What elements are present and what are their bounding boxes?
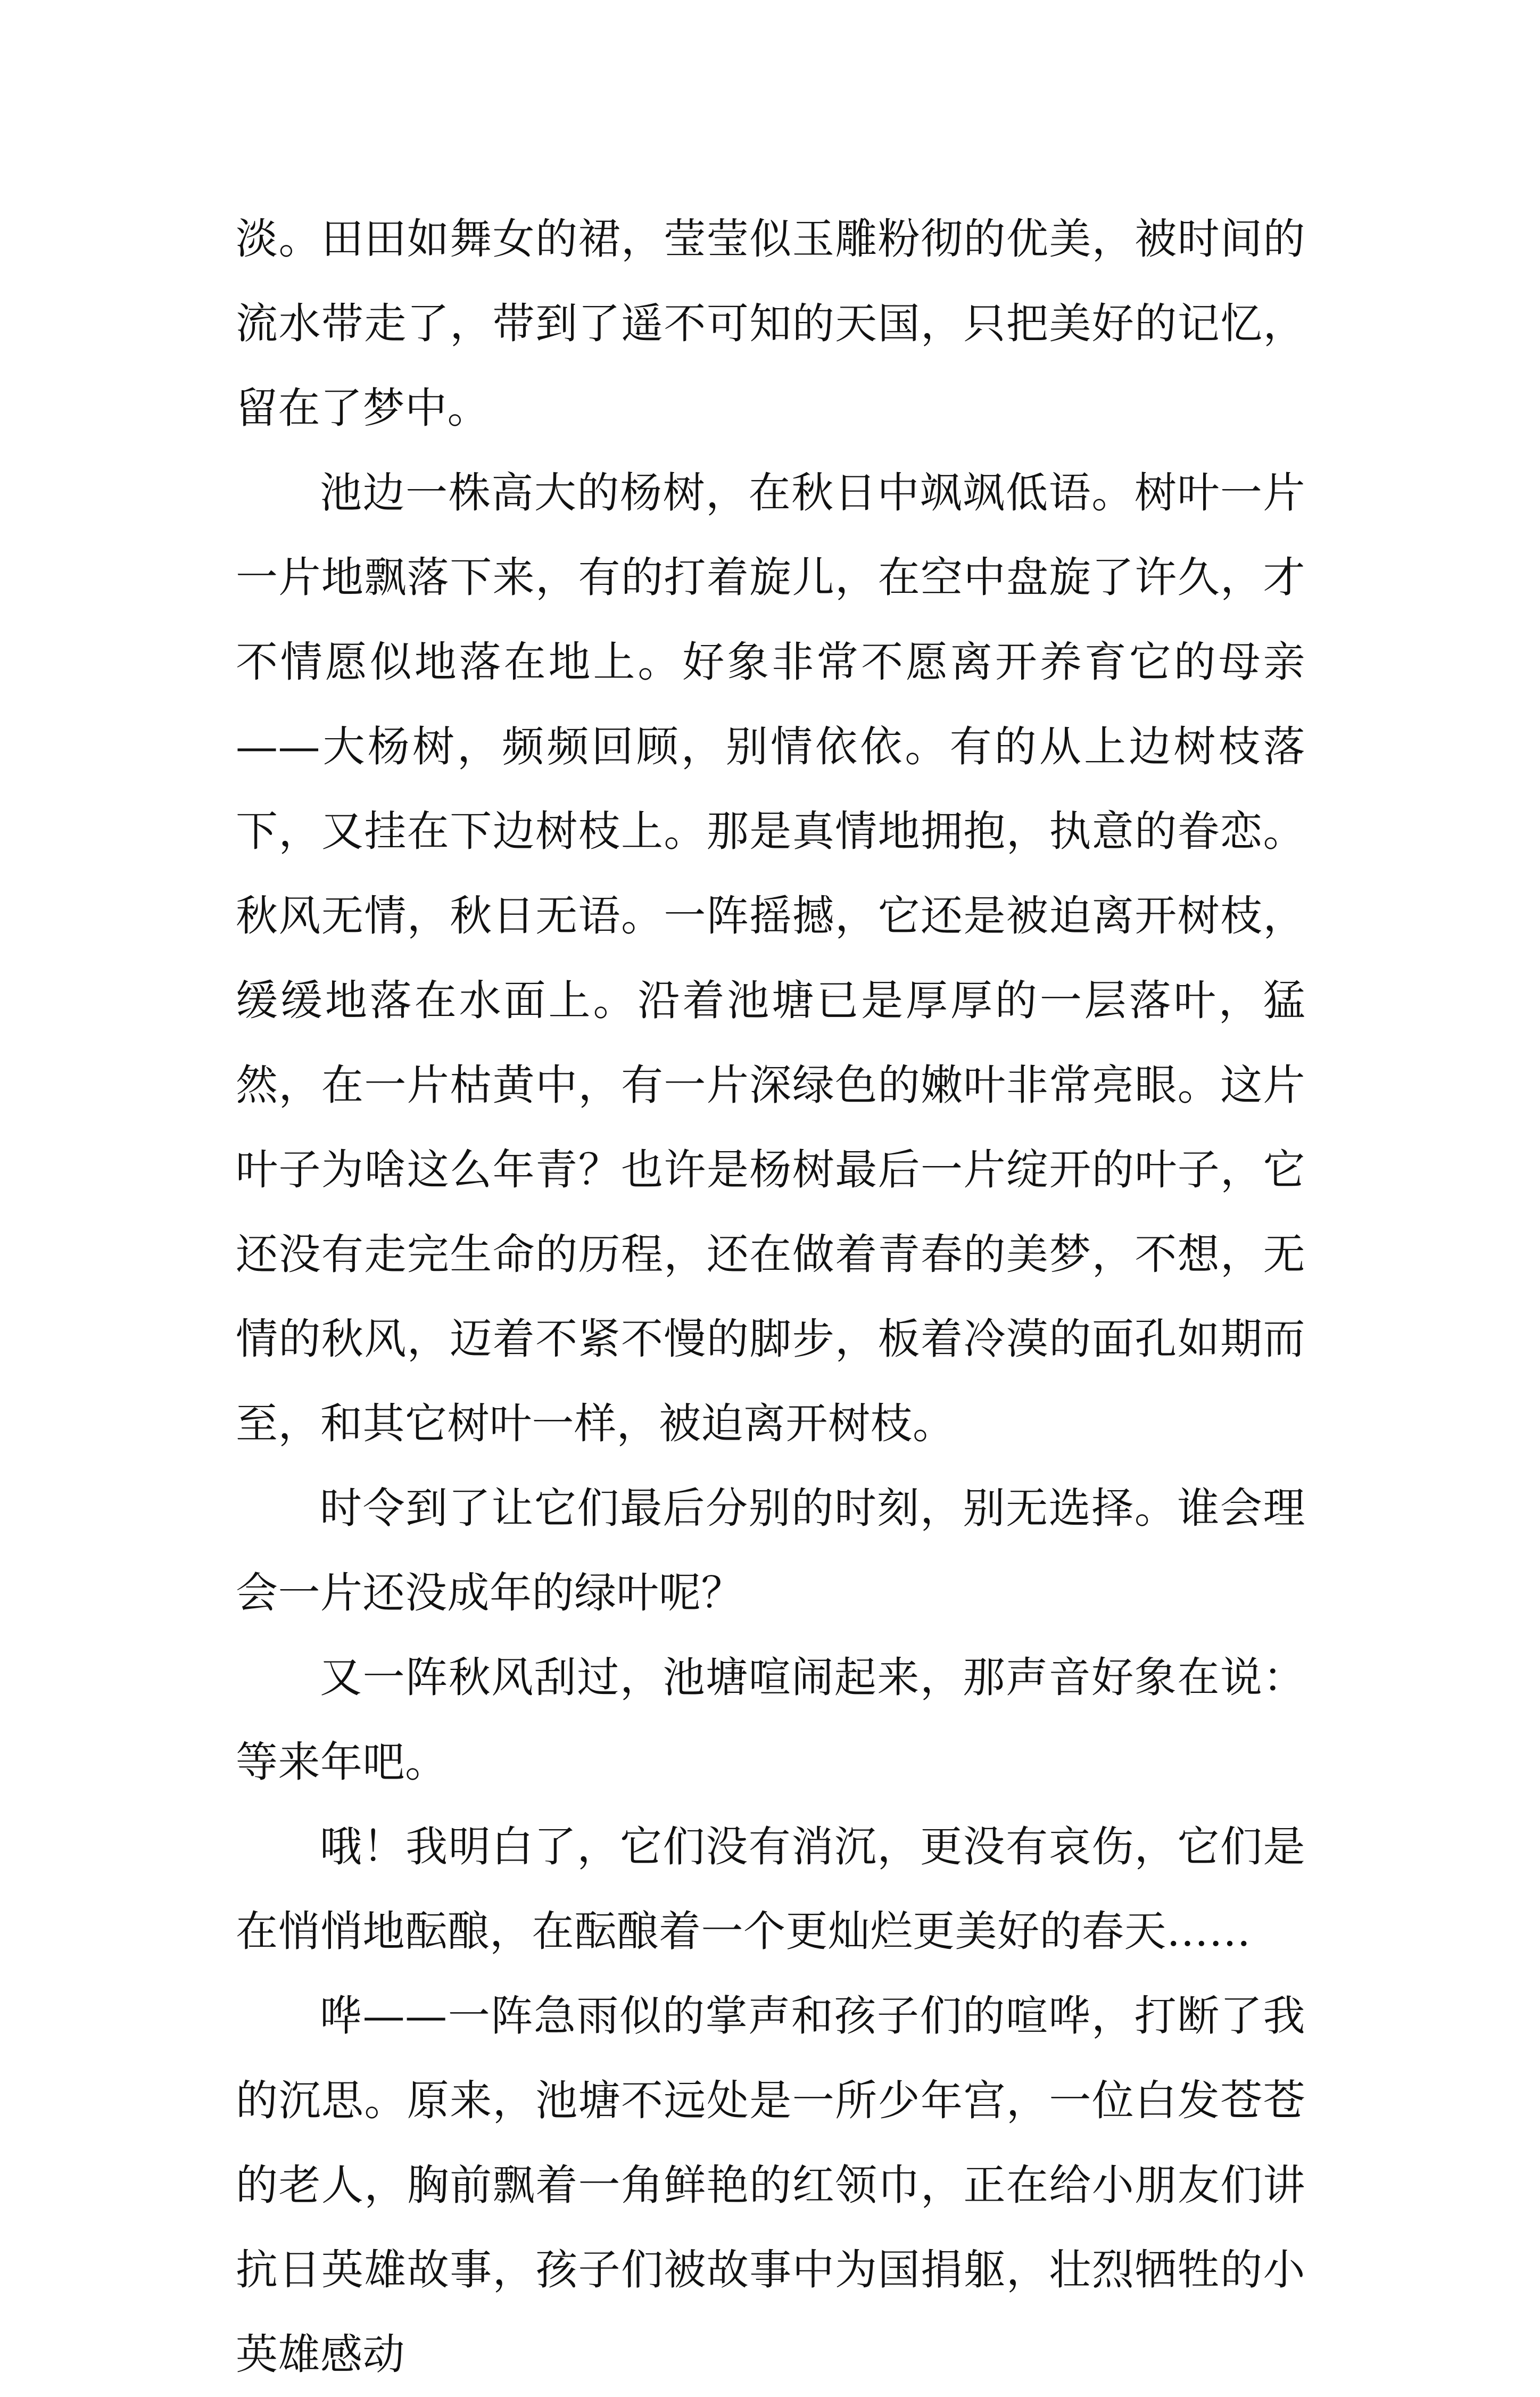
paragraph-6: 哗——一阵急雨似的掌声和孩子们的喧哗，打断了我的沉思。原来，池塘不远处是一所少年宫，一位白发苍苍的老人，胸前飘着一角鲜艳的红领巾，正在给小朋友们讲抗日英雄故事，孩子们被故事中为国捐躯，壮烈牺牲的小英雄感动 [236,1991,1305,2379]
paragraph-1: 淡。田田如舞女的裙，莹莹似玉雕粉彻的优美，被时间的流水带走了，带到了遥不可知的天国，只把美好的记忆，留在了梦中。 [236,214,1305,433]
paragraph-5: 哦！我明白了，它们没有消沉，更没有哀伤，它们是在悄悄地酝酿，在酝酿着一个更灿烂更美好的春天…… [236,1822,1305,1956]
paragraph-4: 又一阵秋风刮过，池塘喧闹起来，那声音好象在说：等来年吧。 [236,1653,1305,1787]
paragraph-2: 池边一株高大的杨树，在秋日中飒飒低语。树叶一片一片地飘落下来，有的打着旋儿，在空中盘旋了许久，才不情愿似地落在地上。好象非常不愿离开养育它的母亲——大杨树，频频回顾，别情依依。有的从上边树枝落下，又挂在下边树枝上。那是真情地拥抱，执意的眷恋。秋风无情，秋日无语。一阵摇撼，它还是被迫离开树枝，缓缓地落在水面上。沿着池塘已是厚厚的一层落叶，猛然，在一片枯黄中，有一片深绿色的嫩叶非常亮眼。这片叶子为啥这么年青？也许是杨树最后一片绽开的叶子，它还没有走完生命的历程，还在做着青春的美梦，不想，无情的秋风，迈着不紧不慢的脚步，板着冷漠的面孔如期而至，和其它树叶一样，被迫离开树枝。 [236,468,1305,1448]
body-text [236,197,1305,2397]
paragraph-3: 时令到了让它们最后分别的时刻，别无选择。谁会理会一片还没成年的绿叶呢？ [236,1484,1305,1617]
